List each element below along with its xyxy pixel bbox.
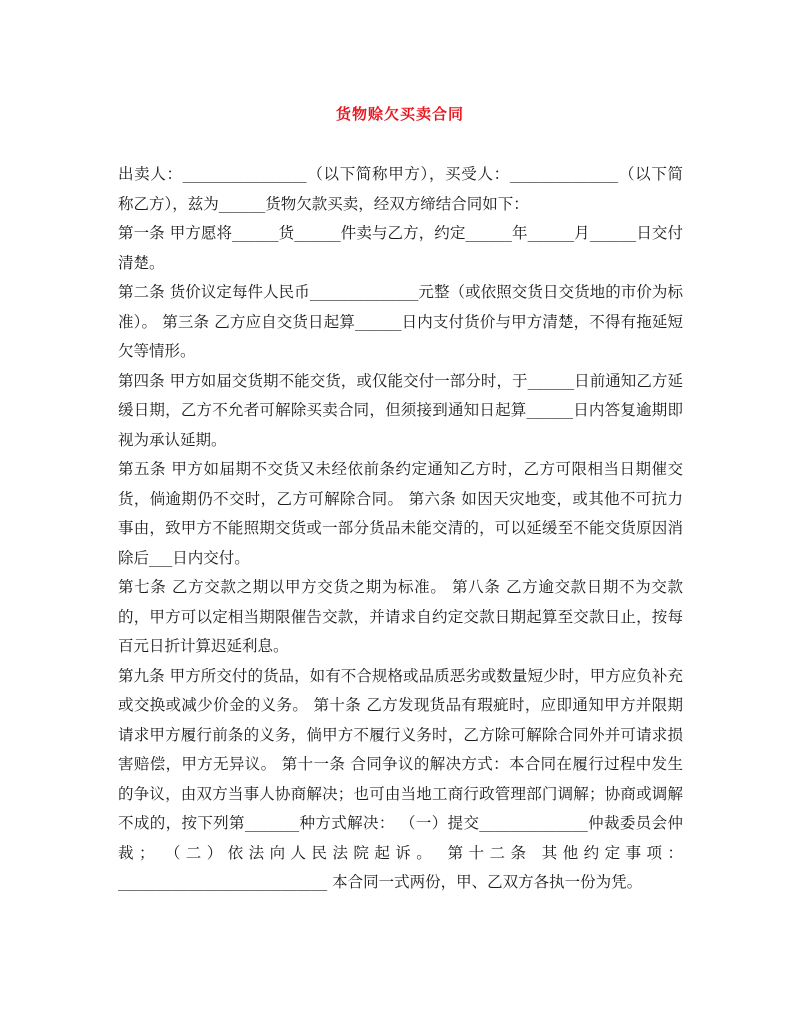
paragraph-article-7-8: 第七条 乙方交款之期以甲方交货之期为标准。 第八条 乙方逾交款日期不为交款的，甲方可以定相当期限催告交款，并请求自约定交款日期起算至交款日止，按每百元日折计算迟延利息。	[118, 578, 683, 655]
paragraph-article-2-3: 第二条 货价议定每件人民币______________元整（或依照交货日交货地的市价为标准）。 第三条 乙方应自交货日起算______日内支付货价与甲方清楚，不得有拖延短欠等情形。	[118, 283, 683, 360]
paragraph-article-9-12: 第九条 甲方所交付的货品，如有不合规格或品质恶劣或数量短少时，甲方应负补充或交换或减少价金的义务。 第十条 乙方发现货品有瑕疵时，应即通知甲方并限期请求甲方履行前条的义务，倘甲方不履行义务时，乙方除可解除合同外并可请求损害赔偿，甲方无异议。 第十一条 合同争议的解决方式：本合同在履行过程中发生的争议，由双方当事人协商解决；也可由当地工商行政管理部门调解；协商或调解不成的，按下列第_______种方式解决： （一）提交______________仲裁委员会仲裁； （二）依法向人民法院起诉。 第十二条 其他约定事项：___________________________ 本合同一式两份，甲、乙双方各执一份为凭。	[118, 666, 683, 891]
contract-body	[118, 160, 683, 898]
paragraph-article-4: 第四条 甲方如届交货期不能交货，或仅能交付一部分时，于______日前通知乙方延缓日期，乙方不允者可解除买卖合同，但须接到通知日起算______日内答复逾期即视为承认延期。	[118, 371, 683, 449]
paragraph-parties: 出卖人：________________（以下简称甲方），买受人：______________（以下简称乙方），兹为______货物欠款买卖，经双方缔结合同如下：	[118, 165, 683, 213]
paragraph-article-5-6: 第五条 甲方如届期不交货又未经依前条约定通知乙方时，乙方可限相当日期催交货，倘逾期仍不交时，乙方可解除合同。 第六条 如因天灾地变，或其他不可抗力事由，致甲方不能照期交货或一部分货品未能交清的，可以延缓至不能交货原因消除后___日内交付。	[118, 460, 683, 567]
paragraph-article-1: 第一条 甲方愿将______货______件卖与乙方，约定______年______月______日交付清楚。	[118, 224, 683, 272]
document-title: 货物赊欠买卖合同	[335, 105, 464, 123]
